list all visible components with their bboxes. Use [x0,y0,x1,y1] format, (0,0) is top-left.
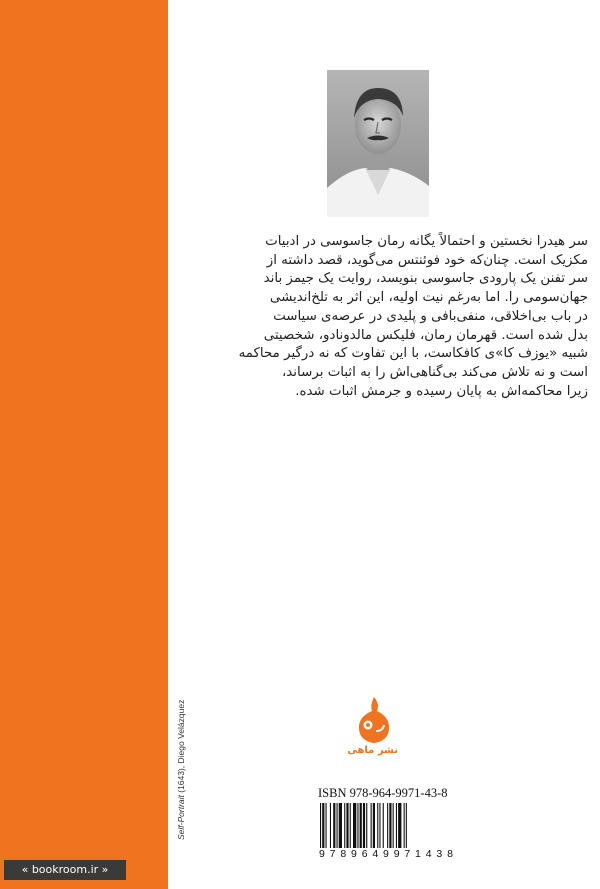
blurb-line: سر هیدرا نخستین و احتمالاً یگانه رمان جاسوسی در ادبیات [265,234,588,249]
barcode-digit: 9 [393,848,400,860]
barcode-digit: 3 [436,848,443,860]
blurb-line: در باب بی‌اخلاقی، منفی‌بافی و پلیدی در عرصه‌ی سیاست [273,308,588,324]
barcode-digit: 9 [383,848,389,860]
blurb-line: بدل شده است. قهرمان رمان، فلیکس مالدونادو، شخصیتی [263,327,588,343]
author-portrait [327,70,429,217]
orange-spine-band [0,0,168,889]
isbn-barcode [318,803,454,859]
barcode-digits [318,848,454,860]
barcode-digit: 7 [404,848,411,860]
credit-rest: (1643), Diego Velázquez [176,699,186,796]
barcode-digit: 8 [447,848,453,860]
blurb-line: مکزیک است. چنان‌که خود فوئنتس می‌گوید، قصد داشته از [266,252,588,268]
blurb-line: سر تفنن یک پارودی جاسوسی بنویسد، روایت یک جیمز باند [263,271,588,287]
barcode-digit: 6 [361,848,368,860]
isbn-label: ISBN 978-964-9971-43-8 [318,786,448,800]
barcode-bars-icon [318,803,454,849]
blurb-line: شبیه «یوزف کا»ی کافکاست، با این تفاوت که نه درگیر محاکمه [238,346,588,362]
barcode-digit: 9 [351,848,357,860]
barcode-digit: 4 [425,848,432,860]
image-credit [175,680,187,840]
barcode-digit: 1 [415,848,421,860]
publisher-logo [347,695,398,767]
blurb-line: است و نه تلاش می‌کند بی‌گناهی‌اش را به اثبات برساند، [281,364,588,380]
barcode-digit: 9 [319,848,325,860]
blurb-line: زیرا محاکمه‌اش به پایان رسیده و جرمش اثبات شده. [295,383,588,399]
publisher-name: نشر ماهی [347,745,398,756]
portrait-photo-icon [327,70,429,217]
credit-title: Self-Portrait [176,795,186,840]
blurb-line: جهان‌سومی را. اما به‌رغم نیت اولیه، این اثر به تلخ‌اندیشی [269,290,588,306]
fish-logo-icon [350,695,398,745]
barcode-digit: 8 [340,848,347,860]
bookroom-watermark: « bookroom.ir » [4,860,126,880]
barcode-digit: 7 [329,848,336,860]
back-cover-blurb [200,233,588,401]
barcode-digit: 4 [372,848,379,860]
